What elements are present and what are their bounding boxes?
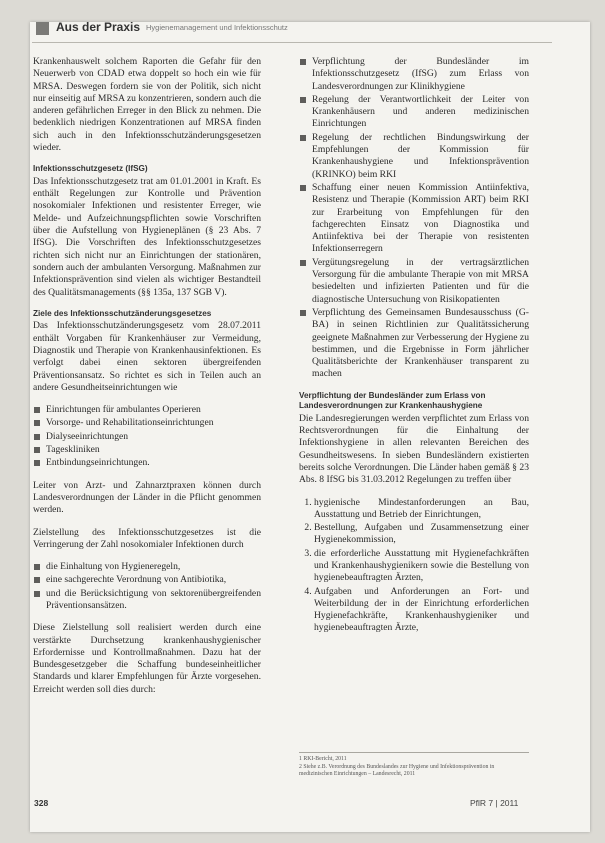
list-item: Schaffung einer neuen Kommission Antiinfektiva, Resistenz und Therapie (Kommission ART) beim RKI zur Erarbeitung von Empfehlungen für den fachgerechten Einsatz von Diagnostika und Antiinfektiva bei der Therapie von resistenten Infektionserregern bbox=[299, 182, 529, 256]
list-item: 2. Bestellung, Aufgaben und Zusammensetzung einer Hygienekommission, bbox=[314, 522, 529, 547]
objective-list bbox=[33, 561, 261, 612]
header-subtitle: Hygienemanagement und Infektionsschutz bbox=[146, 23, 288, 32]
journal-label: PflR 7 | 2011 bbox=[470, 798, 519, 808]
list-item: Regelung der Verantwortlichkeit der Leiter von Krankenhäusern und anderen medizinischen Einrichtungen bbox=[299, 94, 529, 131]
paragraph-goals: Das Infektionsschutzänderungsgesetz vom 28.07.2011 enthält Vorgaben für Krankenhäuser zur Vermeidung, Diagnostik und Therapie von Krankenhausinfektionen. Es verfolgt dabei einen sektoren übergreifenden Präventionsansatz. So richtet es sich in Teilen auch an andere Gesundheitseinrichtungen wie bbox=[33, 320, 261, 393]
list-item: Entbindungseinrichtungen. bbox=[33, 457, 261, 469]
footnote: 2 Siehe z.B. Verordnung des Bundeslandes zur Hygiene und Infektionsprävention in medizinischen Einrichtungen – Landesrecht, 2011 bbox=[299, 764, 495, 778]
paragraph-ifsg: Das Infektionsschutzgesetz trat am 01.01.2001 in Kraft. Es enthält Regelungen zur Kontrolle und Prävention nosokomialer Infektionen und resistenter Erreger, wie Melde- und Aufzeichnungspflichten sowie Vorschriften über die Aufstellung von Hygieneplänen (§ 23 Abs. 7 IfSG). Die Vorschriften des Infektionsschutzgesetzes richten sich nicht nur an Einrichtungen der stationären, sondern auch der ambulanten Versorgung. Maßnahmen zur Infektionsprävention sind vielen als wichtiger Bestandteil des Qualitätsmanagements (§§ 135a, 137 SGB V). bbox=[33, 175, 261, 298]
list-item: 3. die erforderliche Ausstattung mit Hygienefachkräften und Krankenhaushygienikern sowie die Bestellung von hygienebeauftragten Ärzten, bbox=[314, 548, 529, 585]
footnote: 1 RKI-Bericht, 2011 bbox=[299, 756, 347, 762]
paragraph-objective: Zielstellung des Infektionsschutzgesetzes ist die Verringerung der Zahl nosokomialer Infektionen durch bbox=[33, 526, 261, 550]
page-number: 328 bbox=[34, 798, 49, 808]
list-item: 4. Aufgaben und Anforderungen an Fort- und Weiterbildung der in der Einrichtung erforderlichen Hygienefachkräfte, Krankenhaushygieniker und hygienebeauftragten Ärzte, bbox=[314, 586, 529, 635]
list-item: Vorsorge- und Rehabilitationseinrichtungen bbox=[33, 417, 261, 429]
heading-ifsg: Infektionsschutzgesetz (IfSG) bbox=[33, 164, 148, 174]
paragraph-implementation: Diese Zielstellung soll realisiert werden durch eine verstärkte Durchsetzung krankenhaushygienischer Erfordernisse und Kontrollmaßnahmen. Dazu hat der Bundesgesetzgeber die Schaffung bundeseinheitlicher Standards und klarer Empfehlungen für Ärzte vorgesehen. Erreicht werden soll dies durch: bbox=[33, 622, 261, 695]
section-marker-icon bbox=[36, 22, 49, 35]
list-item: eine sachgerechte Verordnung von Antibiotika, bbox=[33, 574, 261, 586]
list-item: Dialyseeinrichtungen bbox=[33, 431, 261, 443]
right-column bbox=[299, 56, 529, 636]
list-item: 1. hygienische Mindestanforderungen an Bau, Ausstattung und Betrieb der Einrichtungen, bbox=[314, 497, 529, 522]
list-item: Vergütungsregelung in der vertragsärztlichen Versorgung für die ambulante Therapie von mit MRSA besiedelten und infizierten Patienten und für die diagnostische Untersuchung von Risikopatienten bbox=[299, 257, 529, 306]
list-item: Verpflichtung der Bundesländer im Infektionsschutzgesetz (IfSG) zum Erlass von Landesverordnungen zur Klinikhygiene bbox=[299, 56, 529, 93]
list-item: Einrichtungen für ambulantes Operieren bbox=[33, 404, 261, 416]
paragraph-practices: Leiter von Arzt- und Zahnarztpraxen können durch Landesverordnungen der Länder in die Pflicht genommen werden. bbox=[33, 479, 261, 516]
heading-goals: Ziele des Infektionsschutzänderungsgesetzes bbox=[33, 308, 212, 318]
left-column bbox=[33, 56, 261, 706]
intro-paragraph: Krankenhauswelt solchem Raporten die Gefahr für den Neuerwerb von CDAD etwa doppelt so hoch ein wie für MRSA. Deswegen fordern sie von der Politik, sich nicht nur einseitig auf MRSA zu konzentrieren, sondern auch die anderen gefährlichen Erreger in den Blick zu nehmen. Die bedenklich niedrigen Konzentrationen auf MRSA finden sich auch in den Infektionsschutzänderungsgesetzen wieder. bbox=[33, 56, 261, 154]
list-item: Regelung der rechtlichen Bindungswirkung der Empfehlungen der Kommission für Krankenhaushygiene und Infektionsprävention (KRINKO) beim RKI bbox=[299, 132, 529, 181]
list-item: Verpflichtung des Gemeinsamen Bundesausschuss (G-BA) in seinen Richtlinien zur Qualitätssicherung geeignete Maßnahmen zur Verbesserung der Hygiene zu bestimmen, und die Ergebnisse in Form jährlicher Qualitätsberichte der Krankenhäuser transparent zu machen bbox=[299, 307, 529, 381]
running-header bbox=[32, 20, 552, 43]
list-item: und die Berücksichtigung von sektorenübergreifenden Präventionsansätzen. bbox=[33, 588, 261, 613]
list-item: Tageskliniken bbox=[33, 444, 261, 456]
footnotes bbox=[299, 752, 529, 780]
heading-state-obligation: Verpflichtung der Bundesländer zum Erlass von Landesverordnungen zur Krankenhaushygiene bbox=[299, 390, 486, 411]
facility-list bbox=[33, 404, 261, 469]
list-item: die Einhaltung von Hygieneregeln, bbox=[33, 561, 261, 573]
paragraph-state-obligation: Die Landesregierungen werden verpflichtet zum Erlass von Rechtsverordnungen für die Einhaltung der Infektionshygiene in allen relevanten Bereichen des Gesundheitswesens. In sieben Bundesländern existierten bereits solche Verordnungen. Die Länder haben gemäß § 23 Abs. 8 IfSG bis 31.03.2012 Regelungen zu treffen über bbox=[299, 412, 529, 486]
section-title: Aus der Praxis bbox=[56, 20, 141, 34]
measures-list bbox=[299, 56, 529, 381]
regulation-list bbox=[299, 497, 529, 635]
